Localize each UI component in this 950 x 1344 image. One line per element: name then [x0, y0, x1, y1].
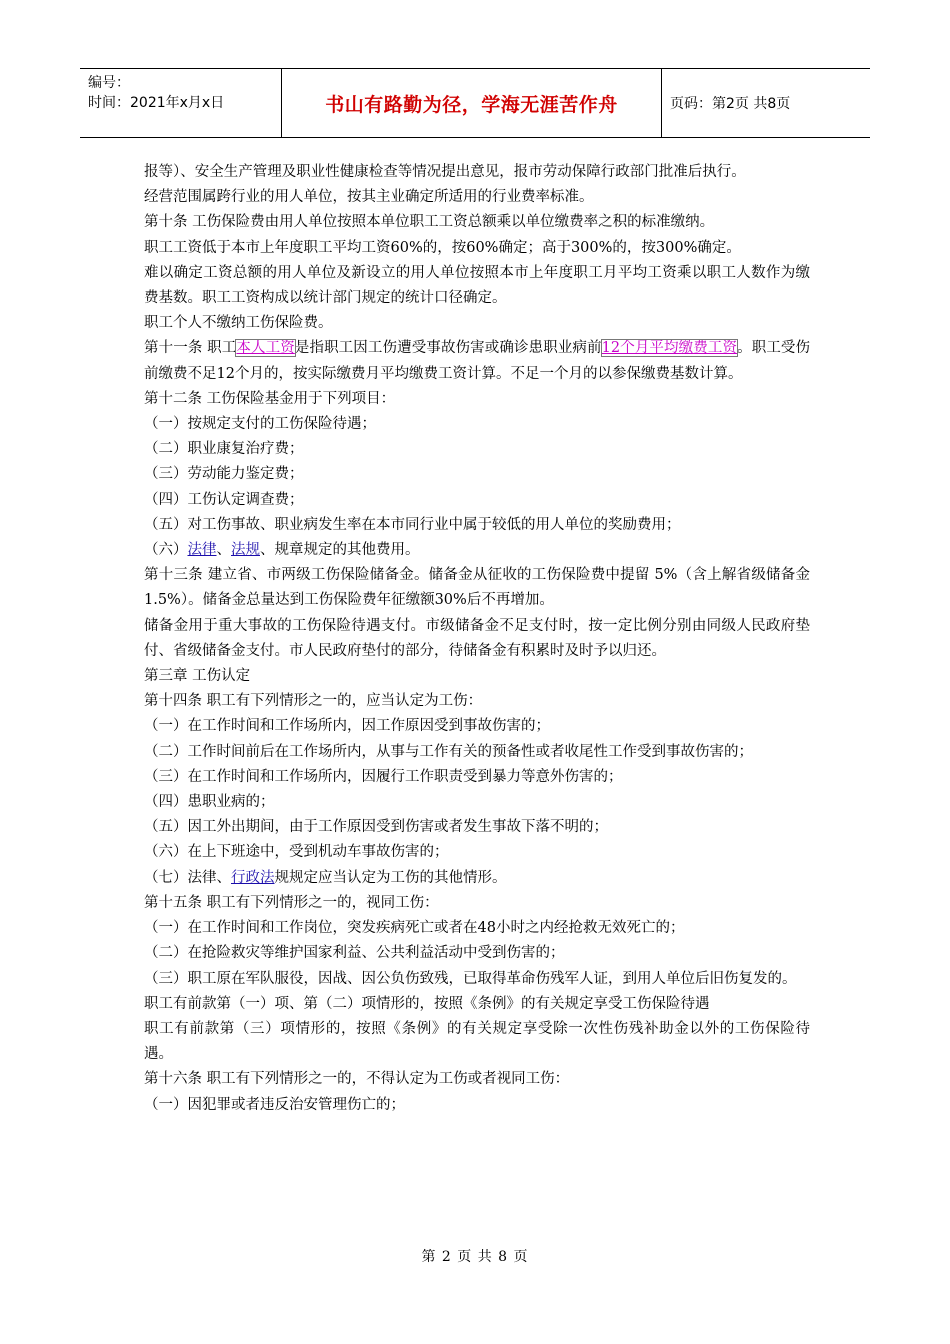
text-run: 。职工受伤前缴费不足12个月的，按实际缴费月平均缴费工资计算。不足一个月的以参保缴费基数计算。 [144, 340, 811, 382]
text-run: （六） [144, 542, 188, 559]
link-law[interactable]: 法律 [187, 542, 217, 559]
list-item: （一）在工作时间和工作场所内，因工作原因受到事故伤害的； [144, 718, 550, 735]
list-item: （二）在抢险救灾等维护国家利益、公共利益活动中受到伤害的； [144, 945, 565, 962]
list-item: （四）工伤认定调查费； [144, 491, 304, 508]
paragraph: 第十五条 职工有下列情形之一的，视同工伤： [144, 894, 439, 911]
list-item: （二）职业康复治疗费； [144, 441, 304, 458]
link-12-month-average-wage[interactable]: 12个月平均缴费工资 [601, 340, 738, 357]
paragraph: 第十条 工伤保险费由用人单位按照本单位职工工资总额乘以单位缴费率之积的标准缴纳。 [144, 214, 715, 231]
page-footer: 第 2 页 共 8 页 [421, 1249, 529, 1265]
paragraph: 职工个人不缴纳工伤保险费。 [144, 315, 333, 332]
header-motto: 书山有路勤为径，学海无涯苦作舟 [282, 69, 662, 137]
list-item: （六）在上下班途中，受到机动车事故伤害的； [144, 844, 449, 861]
paragraph: 经营范围属跨行业的用人单位，按其主业确定所适用的行业费率标准。 [144, 189, 594, 206]
list-item: （四）患职业病的； [144, 794, 275, 811]
list-item: （三）职工原在军队服役，因战、因公负伤致残，已取得革命伤残军人证，到用人单位后旧伤复发的。 [144, 970, 797, 987]
paragraph: 第十三条 建立省、市两级工伤保险储备金。储备金从征收的工伤保险费中提留 5%（含上解省级储备金1.5%）。储备金总量达到工伤保险费年征缴额30%后不再增加。 [144, 567, 810, 609]
list-item: （一）因犯罪或者违反治安管理伤亡的； [144, 1096, 405, 1113]
chapter-heading: 第三章 工伤认定 [144, 668, 251, 685]
text-run: 规规定应当认定为工伤的其他情形。 [274, 869, 507, 886]
paragraph-article-11 [144, 336, 810, 386]
list-item: （三）在工作时间和工作场所内，因履行工作职责受到暴力等意外伤害的； [144, 768, 623, 785]
paragraph: 储备金用于重大事故的工伤保险待遇支付。市级储备金不足支付时，按一定比例分别由同级人民政府垫付、省级储备金支付。市人民政府垫付的部分，待储备金有积累时及时予以归还。 [144, 617, 810, 659]
list-item: （五）因工外出期间，由于工作原因受到伤害或者发生事故下落不明的； [144, 819, 608, 836]
list-item: （五）对工伤事故、职业病发生率在本市同行业中属于较低的用人单位的奖励费用； [144, 516, 681, 533]
document-body [144, 160, 810, 1118]
header-meta [80, 69, 282, 137]
list-item: （三）劳动能力鉴定费； [144, 466, 304, 483]
link-administrative-law[interactable]: 行政法 [231, 869, 275, 886]
list-item [144, 538, 810, 563]
paragraph: 第十二条 工伤保险基金用于下列项目： [144, 390, 396, 407]
page-header [80, 68, 870, 138]
document-number-label: 编号： [88, 75, 130, 91]
text-run: 、 [216, 542, 231, 559]
paragraph: 职工有前款第（一）项、第（二）项情形的，按照《条例》的有关规定享受工伤保险待遇 [144, 995, 710, 1012]
paragraph: 第十六条 职工有下列情形之一的，不得认定为工伤或者视同工伤： [144, 1071, 570, 1088]
document-date-label: 时间：2021年x月x日 [88, 95, 225, 111]
list-item: （一）在工作时间和工作岗位，突发疾病死亡或者在48小时之内经抢救无效死亡的； [144, 920, 685, 937]
paragraph: 职工工资低于本市上年度职工平均工资60%的，按60%确定；高于300%的，按300%确定。 [144, 239, 741, 256]
paragraph: 职工有前款第（三）项情形的，按照《条例》的有关规定享受除一次性伤残补助金以外的工伤保险待遇。 [144, 1020, 810, 1063]
text-run: 第十一条 职工 [144, 340, 237, 357]
link-regulation[interactable]: 法规 [231, 542, 260, 559]
text-run: 、规章规定的其他费用。 [260, 542, 420, 559]
link-personal-wage[interactable]: 本人工资 [236, 340, 295, 357]
paragraph: 第十四条 职工有下列情形之一的，应当认定为工伤： [144, 693, 483, 710]
text-run: （七）法律、 [144, 869, 231, 886]
paragraph: 报等）、安全生产管理及职业性健康检查等情况提出意见，报市劳动保障行政部门批准后执行。 [144, 164, 746, 180]
header-page-number: 页码：第2页 共8页 [670, 96, 791, 112]
list-item [144, 866, 810, 891]
text-run: 是指职工因工伤遭受事故伤害或确诊患职业病前 [294, 340, 602, 357]
list-item: （二）工作时间前后在工作场所内，从事与工作有关的预备性或者收尾性工作受到事故伤害的； [144, 743, 753, 760]
paragraph: 难以确定工资总额的用人单位及新设立的用人单位按照本市上年度职工月平均工资乘以职工人数作为缴费基数。职工工资构成以统计部门规定的统计口径确定。 [144, 264, 810, 307]
list-item: （一）按规定支付的工伤保险待遇； [144, 416, 376, 433]
